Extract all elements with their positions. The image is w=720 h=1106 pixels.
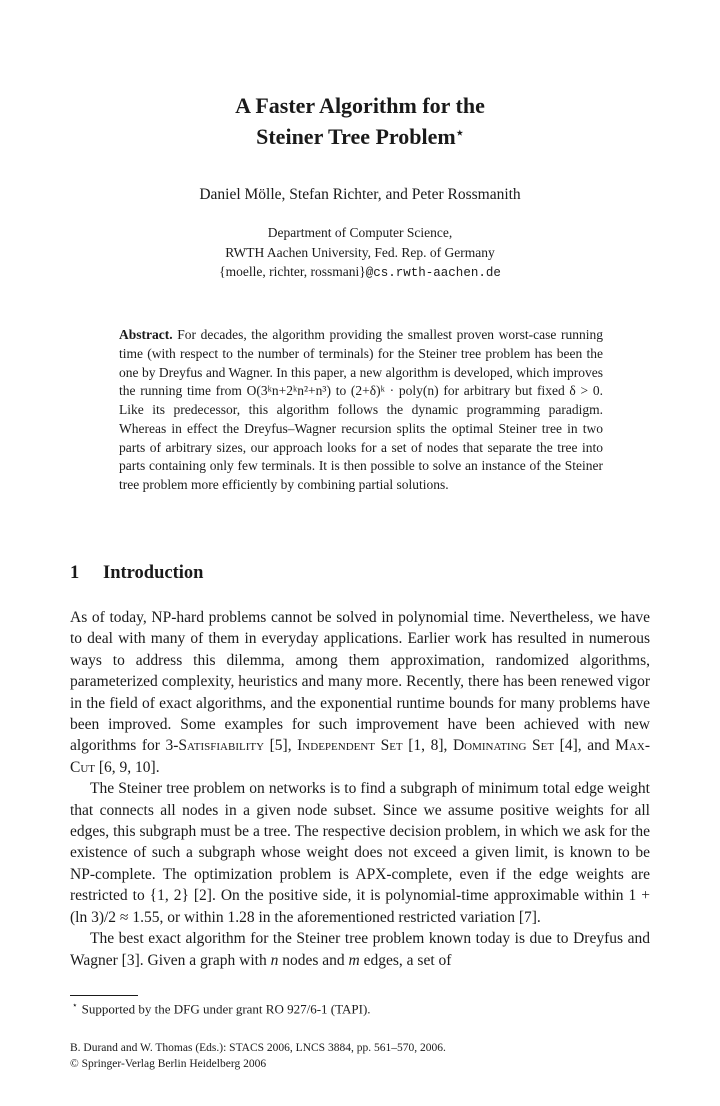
- affiliation-university: RWTH Aachen University, Fed. Rep. of Germany: [225, 244, 495, 260]
- email-domain: @cs.rwth-aachen.de: [365, 266, 501, 280]
- paragraph-3-text: nodes and: [278, 951, 349, 969]
- footnote-text: Supported by the DFG under grant RO 927/6-1 (TAPI).: [81, 1001, 371, 1017]
- citation: [5],: [264, 737, 298, 755]
- citation: [1, 8],: [402, 737, 453, 755]
- problem-name: Independent Set: [297, 737, 403, 755]
- email-names: {moelle, richter, rossmani}: [219, 264, 366, 279]
- publication-citation: B. Durand and W. Thomas (Eds.): STACS 2006, LNCS 3884, pp. 561–570, 2006.: [70, 1042, 446, 1054]
- publication-info: [70, 1040, 446, 1072]
- publication-copyright: © Springer-Verlag Berlin Heidelberg 2006: [70, 1058, 267, 1070]
- paragraph-1: [70, 607, 650, 778]
- variable-m: m: [348, 951, 360, 969]
- body-text: [70, 607, 650, 971]
- affiliation-department: Department of Computer Science,: [267, 225, 453, 240]
- section-title: Introduction: [103, 563, 204, 583]
- abstract-text: For decades, the algorithm providing the smallest proven worst-case running time (with respect to the number of terminals) for the Steiner tree problem has been the one by Dreyfus and Wagner. In this paper, a new algorithm is developed, which improves the running time from O(3ᵏn+2ᵏn²+n³) to (2+δ)ᵏ · poly(n) for arbitrary but fixed δ > 0. Like its predecessor, this algorithm follows the dynamic programming paradigm. Whereas in effect the Dreyfus–Wagner recursion splits the optimal Steiner tree in two parts of arbitrary sizes, our approach looks for a set of nodes that separate the tree into parts containing only few terminals. It is then possible to solve an instance of the Steiner tree problem more efficiently by combining partial solutions.: [119, 327, 603, 492]
- paragraph-3: [70, 928, 650, 971]
- footnote: [72, 1000, 371, 1017]
- title-line-2: [0, 121, 720, 152]
- paragraph-3-text: The best exact algorithm for the Steiner tree problem known today is due to Dreyfus and Wagner [3]. Given a graph with: [70, 930, 650, 969]
- problem-name: Dominating Set: [452, 737, 555, 755]
- title-footnote-mark: ⋆: [455, 125, 464, 140]
- problem-name: 3-Satisfiability: [165, 737, 265, 755]
- citation: [6, 9, 10].: [95, 758, 160, 776]
- paragraph-1-text: As of today, NP-hard problems cannot be solved in polynomial time. Nevertheless, we have to deal with many of them in everyday applications. Earlier work has resulted in numerous ways to address this dilemma, among them approximation, randomized algorithms, parameterized complexity, heuristics and many more. Recently, there has been renewed vigor in the field of exact algorithms, and the exponential runtime bounds for many problems have been improved. Some examples for such improvement have been achieved with new algorithms for: [70, 609, 650, 755]
- variable-n: n: [270, 951, 279, 969]
- footnote-rule: [70, 995, 138, 996]
- title-line-1: A Faster Algorithm for the: [235, 93, 485, 118]
- abstract-label: Abstract.: [119, 327, 173, 342]
- title-line-2-text: Steiner Tree Problem: [256, 124, 456, 149]
- footnote-mark: ⋆: [72, 1000, 78, 1010]
- author-list: Daniel Mölle, Stefan Richter, and Peter Rossmanith: [199, 186, 521, 203]
- affiliation-email: [0, 262, 720, 284]
- section-number: 1: [70, 563, 80, 583]
- abstract: [119, 326, 603, 495]
- paper-title: [0, 90, 720, 152]
- paragraph-3-text: edges, a set of: [359, 951, 452, 969]
- citation: [4], and: [554, 737, 616, 755]
- section-heading: [70, 563, 203, 584]
- problem-name: Max-Cut: [70, 737, 650, 776]
- paragraph-2: The Steiner tree problem on networks is to find a subgraph of minimum total edge weight that connects all nodes in a given node subset. Since we assume positive weights for all edges, this subgraph must be a tree. The respective decision problem, in which we ask for the existence of such a subgraph whose weight does not exceed a given limit, is known to be NP-complete. The optimization problem is APX-complete, even if the edge weights are restricted to {1, 2} [2]. On the positive side, it is polynomial-time approximable within 1 + (ln 3)/2 ≈ 1.55, or within 1.28 in the aforementioned restricted variation [7].: [70, 780, 650, 926]
- affiliation: [0, 223, 720, 284]
